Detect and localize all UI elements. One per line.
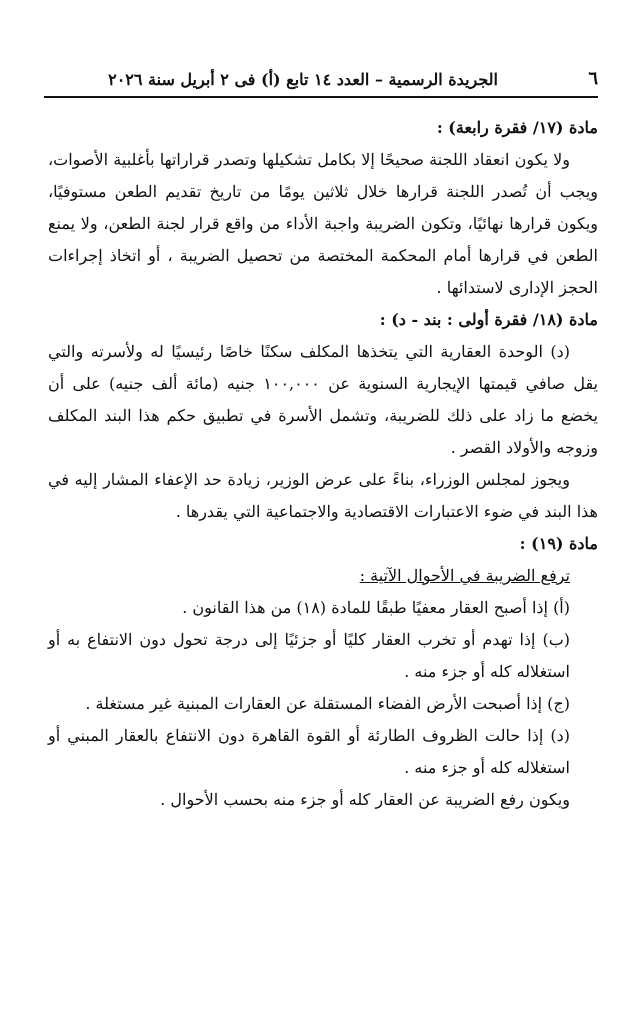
article-18-paragraph: (د) الوحدة العقارية التي يتخذها المكلف سكنًا خاصًا رئيسيًا له ولأسرته والتي يقل صافي قيمتها الإيجارية السنوية عن ١٠٠,٠٠٠ جنيه (مائة ألف جنيه) على أن يخضع ما زاد على ذلك للضريبة، وتشمل الأسرة في تطبيق حكم هذا البند المكلف وزوجه والأولاد القصر . xyxy=(48,342,599,457)
article-19-item-d: (د) إذا حالت الظروف الطارئة أو القوة القاهرة دون الانتفاع بالعقار المبني أو استغلاله كله أو جزء منه . xyxy=(48,726,570,777)
article-19-intro: ترفع الضريبة في الأحوال الآتية : xyxy=(359,566,570,585)
page-header xyxy=(44,62,598,98)
article-19-item-c: (ج) إذا أصبحت الأرض الفضاء المستقلة عن العقارات المبنية غير مستغلة . xyxy=(85,694,570,713)
page-number: ٦ xyxy=(588,68,598,89)
article-17-heading: مادة (١٧/ فقرة رابعة) : xyxy=(436,118,598,137)
document-body xyxy=(48,112,598,816)
gazette-header-title: الجريدة الرسمية – العدد ١٤ تابع (أ) فى ٢ أبريل سنة ٢٠٢٦ xyxy=(108,70,498,89)
article-17-paragraph: ولا يكون انعقاد اللجنة صحيحًا إلا بكامل تشكيلها وتصدر قراراتها بأغلبية الأصوات، ويجب أن تُصدر اللجنة قرارها خلال ثلاثين يومًا من تاريخ تقديم الطعن مستوفيًا، ويكون قرارها نهائيًا، وتكون الضريبة واجبة الأداء من واقع قرار لجنة الطعن، ولا يمنع الطعن في قرارها أمام المحكمة المختصة من تحصيل الضريبة ، أو اتخاذ إجراءات الحجز الإدارى لاستدائها . xyxy=(48,150,598,297)
article-19-closing: ويكون رفع الضريبة عن العقار كله أو جزء منه بحسب الأحوال . xyxy=(160,790,570,809)
header-divider xyxy=(44,96,598,98)
article-18-paragraph-2: ويجوز لمجلس الوزراء، بناءً على عرض الوزير، زيادة حد الإعفاء المشار إليه في هذا البند في ضوء الاعتبارات الاقتصادية والاجتماعية التي يقدرها . xyxy=(48,470,598,521)
article-18-heading: مادة (١٨/ فقرة أولى : بند - د) : xyxy=(379,310,598,329)
article-19-item-b: (ب) إذا تهدم أو تخرب العقار كليًا أو جزئيًا إلى درجة تحول دون الانتفاع به أو استغلاله كله أو جزء منه . xyxy=(48,630,570,681)
article-19-item-a: (أ) إذا أصبح العقار معفيًا طبقًا للمادة (١٨) من هذا القانون . xyxy=(182,598,570,617)
article-19-heading: مادة (١٩) : xyxy=(519,534,598,553)
